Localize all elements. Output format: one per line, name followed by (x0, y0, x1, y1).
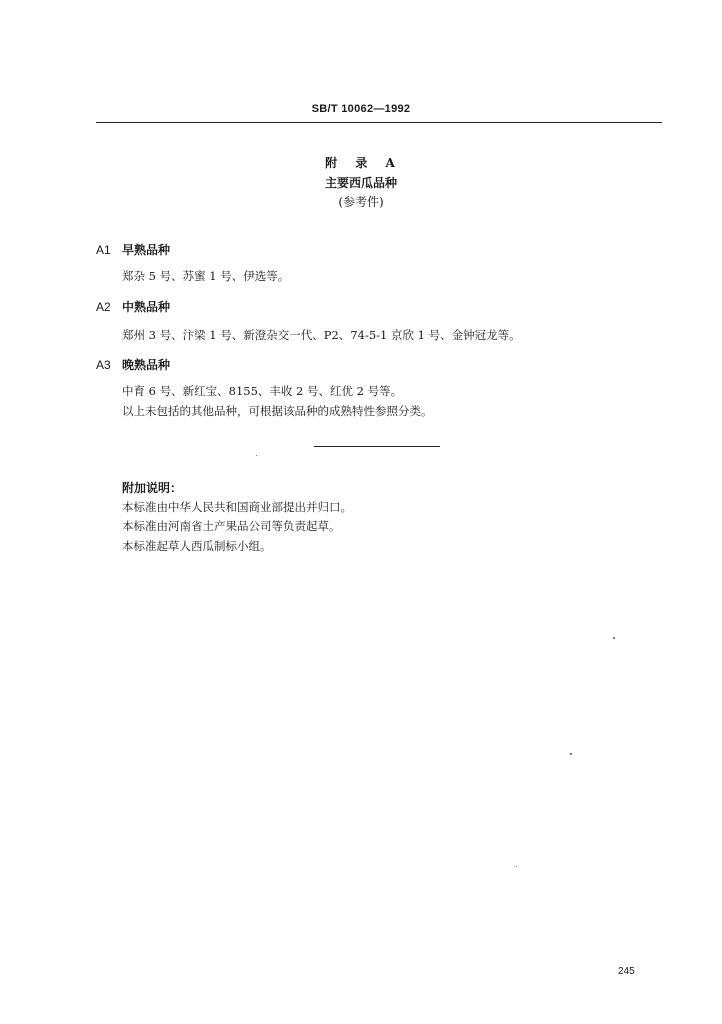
section-number: A1 (96, 243, 111, 257)
addendum-line-1: 本标准由中华人民共和国商业部提出并归口。 (122, 500, 352, 514)
header-rule (96, 122, 662, 123)
section-title: 早熟品种 (122, 243, 171, 257)
section-a3-heading (96, 356, 170, 373)
section-divider (314, 446, 440, 447)
section-a3-text-line-1: 中育 6 号、新红宝、8155、丰收 2 号、红优 2 号等。 (122, 384, 403, 398)
section-number: A2 (96, 300, 111, 314)
scan-speck (570, 753, 572, 755)
section-title: 中熟品种 (122, 300, 171, 314)
appendix-title: 附 录 A (325, 156, 397, 170)
addendum-line-3: 本标准起草人西瓜制标小组。 (122, 539, 272, 553)
appendix-subtitle: 主要西瓜品种 (324, 176, 397, 190)
scan-speck (256, 455, 257, 456)
scan-speck (516, 866, 517, 867)
section-a2-heading (96, 298, 170, 315)
page-number: 245 (618, 966, 635, 977)
section-a1-text: 郑杂 5 号、苏蜜 1 号、伊选等。 (122, 269, 290, 283)
scan-speck (613, 637, 615, 639)
section-a1-heading (96, 241, 170, 258)
addendum-line-2: 本标准由河南省土产果品公司等负责起草。 (122, 519, 341, 533)
section-a3-text-line-2: 以上未包括的其他品种，可根据该品种的成熟特性参照分类。 (122, 404, 433, 418)
addendum-title: 附加说明： (122, 481, 183, 495)
appendix-note: (参考件) (338, 195, 384, 209)
section-number: A3 (96, 358, 111, 372)
section-title: 晚熟品种 (122, 358, 171, 372)
section-a2-text: 郑州 3 号、汴梁 1 号、新澄杂交一代、P2、74-5-1 京欣 1 号、金钟冠龙等。 (122, 328, 521, 342)
standard-code-header: SB/T 10062—1992 (311, 103, 411, 115)
